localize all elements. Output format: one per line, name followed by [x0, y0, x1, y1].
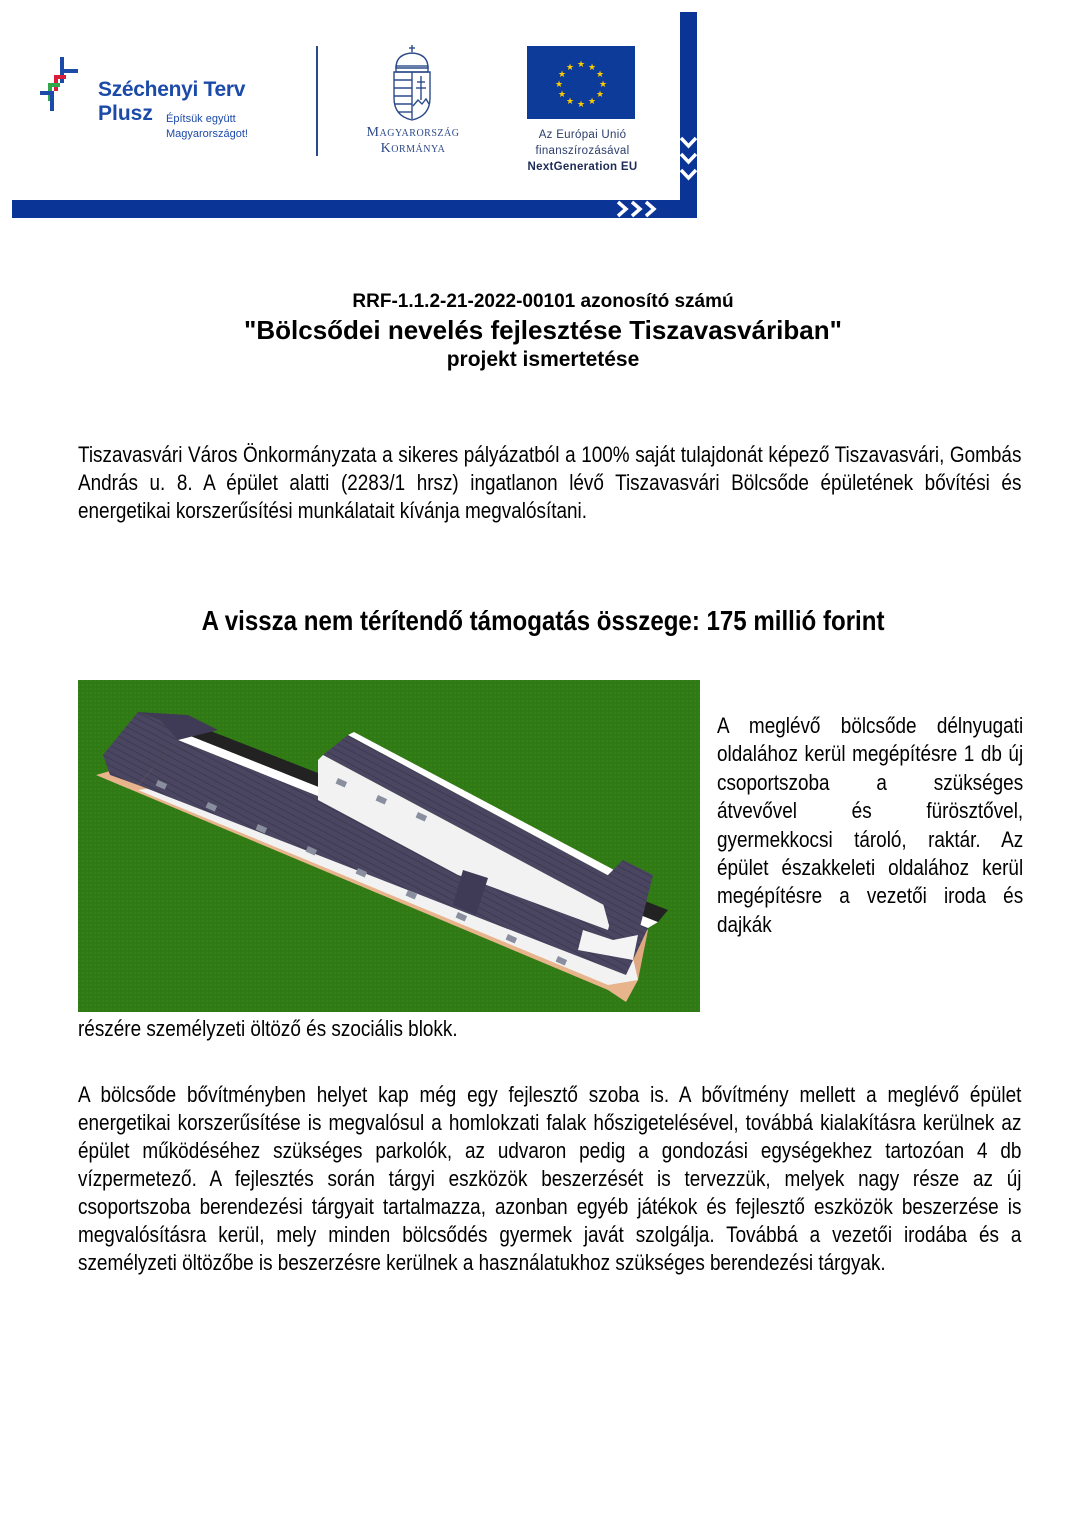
project-id-line: RRF-1.1.2-21-2022-00101 azonosító számú: [352, 291, 734, 312]
slogan-line-2: Magyarországot!: [166, 128, 248, 140]
building-render-image: [78, 680, 700, 1012]
eu-funding-label: [510, 127, 655, 175]
svg-text:★: ★: [557, 90, 567, 100]
eu-line-2: finanszírozásával: [535, 145, 630, 157]
gov-line-2: Kormánya: [380, 141, 446, 156]
logo-divider: [316, 46, 318, 156]
svg-text:★: ★: [576, 100, 586, 110]
hungarian-coat-of-arms-icon: [388, 44, 436, 122]
eu-stars-icon: [527, 46, 635, 119]
extension-description-continuation: részére személyzeti öltöző és szociális blokk.: [78, 1016, 458, 1041]
svg-text:★: ★: [554, 80, 564, 90]
subsidy-heading-text: A vissza nem térítendő támogatás összege: 175 millió forint: [201, 605, 885, 636]
chevron-down-icon: [680, 132, 697, 192]
szechenyi-terv-title: Széchenyi Terv: [98, 78, 246, 101]
extension-description: A meglévő bölcsőde délnyugati oldalához kerül megépítésre 1 db új csoportszoba a szükséges átvevővel és fürösztővel, gyermekkocsi tároló, raktár. Az épület északkeleti oldalához kerül megépítésre a vezetői iroda és dajkák: [717, 713, 1024, 937]
svg-text:★: ★: [587, 97, 597, 107]
eu-flag: [527, 46, 635, 119]
eu-line-3: NextGeneration EU: [527, 161, 638, 173]
intro-paragraph: Tiszavasvári Város Önkormányzata a sikeres pályázatból a 100% saját tulajdonát képező Tiszavasvári, Gombás András u. 8. A épület alatti (2283/1 hrsz) ingatlanon lévő Tiszavasvári Bölcsőde épületének bővítési és energetikai korszerűsítési munkálatait kívánja megvalósítani.: [78, 442, 1022, 523]
project-title: "Bölcsődei nevelés fejlesztése Tiszavasváriban": [244, 315, 842, 345]
svg-text:★: ★: [587, 63, 597, 73]
chevron-right-icon: [612, 200, 672, 218]
szechenyi-plusz-label: Plusz: [98, 102, 153, 125]
eu-line-1: Az Európai Unió: [538, 129, 627, 141]
svg-text:★: ★: [595, 90, 605, 100]
svg-text:★: ★: [565, 97, 575, 107]
svg-text:★: ★: [595, 70, 605, 80]
body-paragraph: A bölcsőde bővítményben helyet kap még egy fejlesztő szoba is. A bővítmény mellett a meglévő épület energetikai korszerűsítése is megvalósul a homlokzati falak hőszigetelésével, továbbá kialakításra kerülnek az épület működéséhez szükséges parkolók, az udvaron pedig a gondozási egységekhez tartozóan 4 db vízpermetező. A fejlesztés során tárgyi eszközök beszerzését is tervezzük, melyek nagy része az új csoportszoba berendezési tárgyait tartalmazza, azonban egyéb játékok és fejlesztő eszközök beszerzése is megvalósításra kerül, mely minden bölcsődés gyermek javát szolgálja. Továbbá a vezetői irodába és a személyzeti öltözőbe is beszerzésre kerülnek a használatukhoz szükséges berendezési tárgyak.: [78, 1082, 1022, 1275]
svg-text:★: ★: [557, 70, 567, 80]
document-title-block: [0, 290, 1086, 373]
subsidy-heading: [0, 604, 1086, 638]
szechenyi-slogan: [166, 112, 248, 142]
svg-text:★: ★: [565, 63, 575, 73]
hungarian-government-label: [340, 125, 486, 157]
banner-horizontal-band: [12, 200, 697, 218]
svg-text:★: ★: [598, 80, 608, 90]
slogan-line-1: Építsük együtt: [166, 113, 236, 125]
gov-line-1: Magyarország: [366, 125, 460, 140]
svg-text:★: ★: [576, 60, 586, 70]
funding-header-banner: [0, 0, 720, 230]
project-subtitle: projekt ismertetése: [446, 348, 640, 371]
szechenyi-cross-logo-icon: [40, 55, 80, 115]
